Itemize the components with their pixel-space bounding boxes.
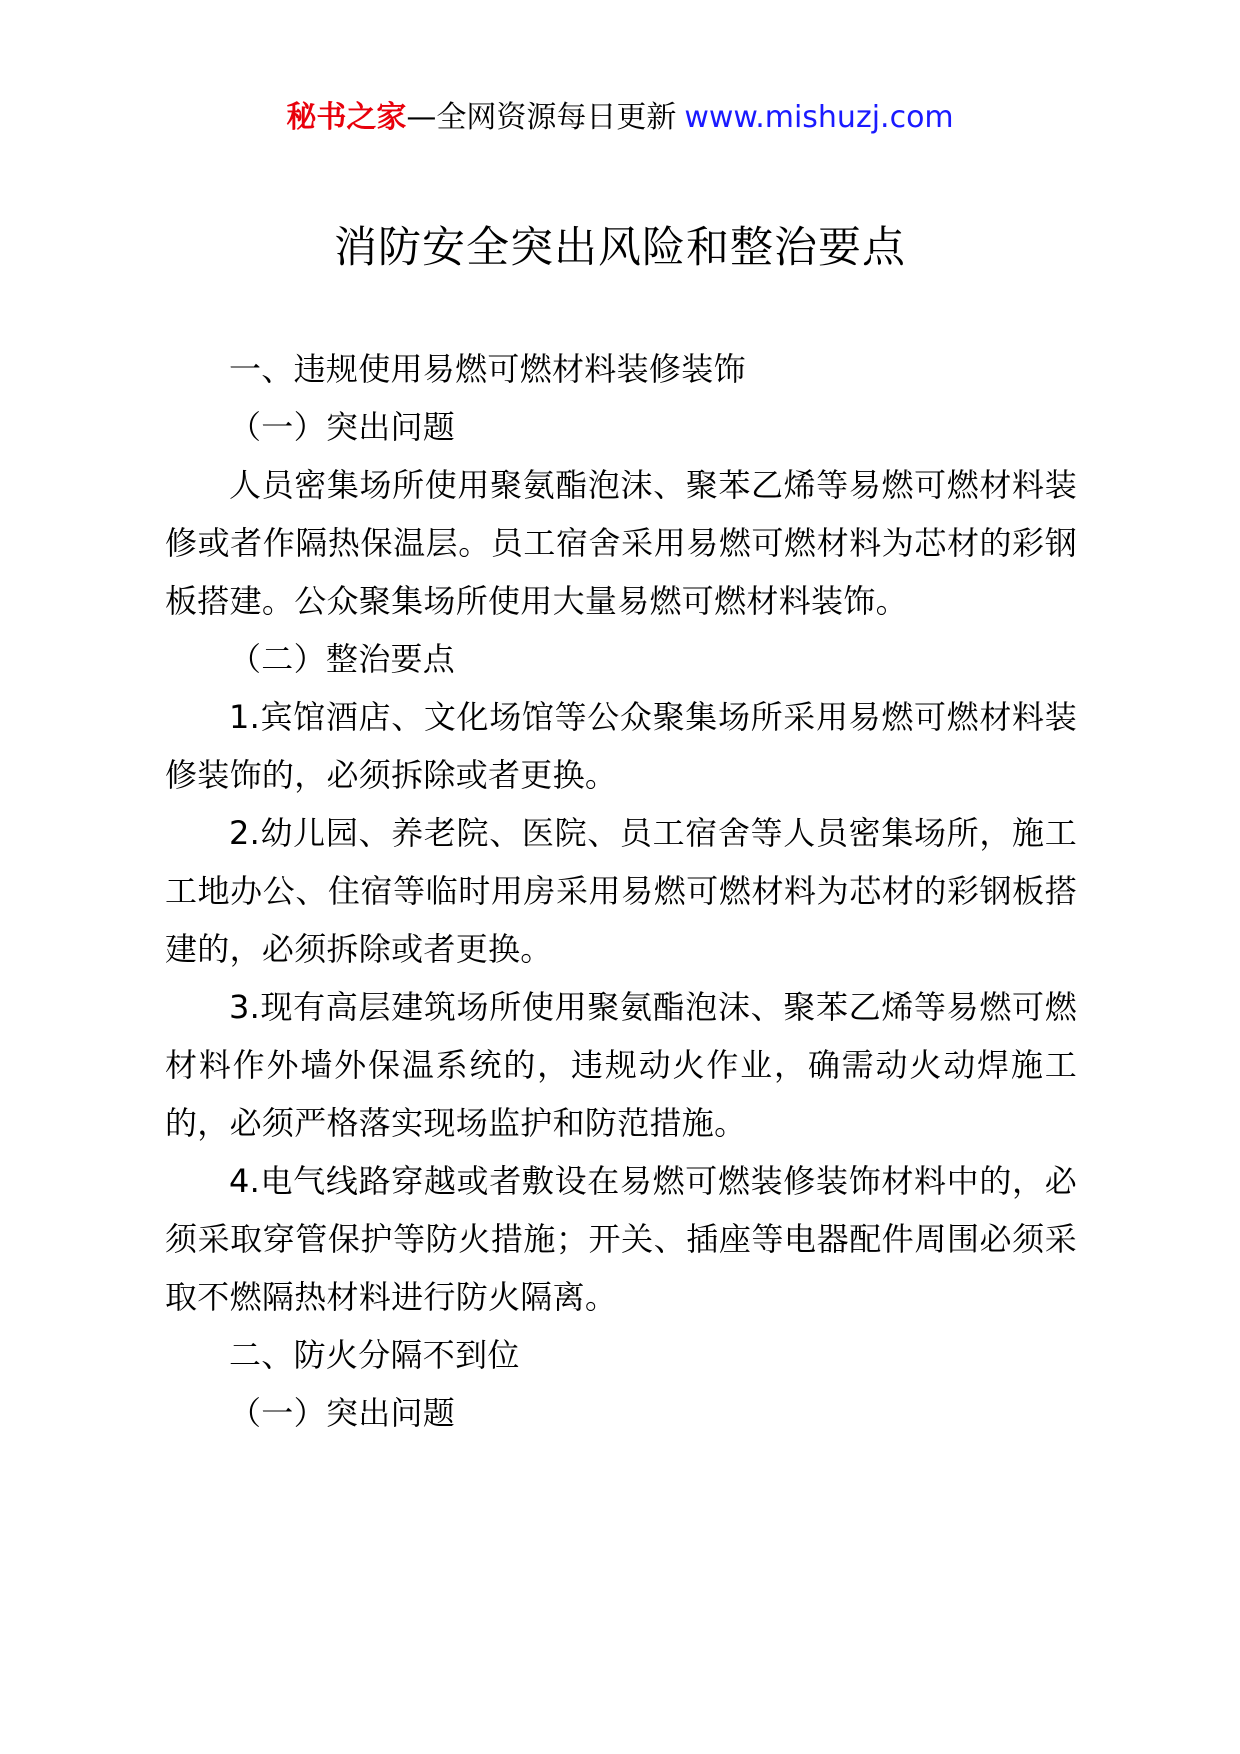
subsection-heading: （一）突出问题	[229, 1394, 456, 1432]
subsection-heading: （二）整治要点	[229, 640, 456, 678]
list-item: 3.现有高层建筑场所使用聚氨酯泡沫、聚苯乙烯等易燃可燃材料作外墙外保温系统的，违规动火作业，确需动火动焊施工的，必须严格落实现场监护和防范措施。	[165, 988, 1077, 1142]
section-heading: 一、违规使用易燃可燃材料装修装饰	[229, 350, 746, 388]
document-body	[165, 340, 1077, 1442]
site-header	[0, 98, 1240, 138]
body-paragraph: 人员密集场所使用聚氨酯泡沫、聚苯乙烯等易燃可燃材料装修或者作隔热保温层。员工宿舍采用易燃可燃材料为芯材的彩钢板搭建。公众聚集场所使用大量易燃可燃材料装饰。	[165, 466, 1077, 620]
section-heading: 二、防火分隔不到位	[229, 1336, 520, 1374]
site-tagline: —全网资源每日更新	[406, 100, 677, 135]
list-item: 2.幼儿园、养老院、医院、员工宿舍等人员密集场所，施工工地办公、住宿等临时用房采用易燃可燃材料为芯材的彩钢板搭建的，必须拆除或者更换。	[165, 814, 1077, 968]
list-item: 4.电气线路穿越或者敷设在易燃可燃装修装饰材料中的，必须采取穿管保护等防火措施；开关、插座等电器配件周围必须采取不燃隔热材料进行防火隔离。	[165, 1162, 1077, 1316]
subsection-heading: （一）突出问题	[229, 408, 456, 446]
site-url-link[interactable]: www.mishuzj.com	[684, 100, 954, 135]
document-title: 消防安全突出风险和整治要点	[334, 223, 906, 273]
list-item: 1.宾馆酒店、文化场馆等公众聚集场所采用易燃可燃材料装修装饰的，必须拆除或者更换。	[165, 698, 1077, 794]
site-brand: 秘书之家	[286, 100, 407, 135]
